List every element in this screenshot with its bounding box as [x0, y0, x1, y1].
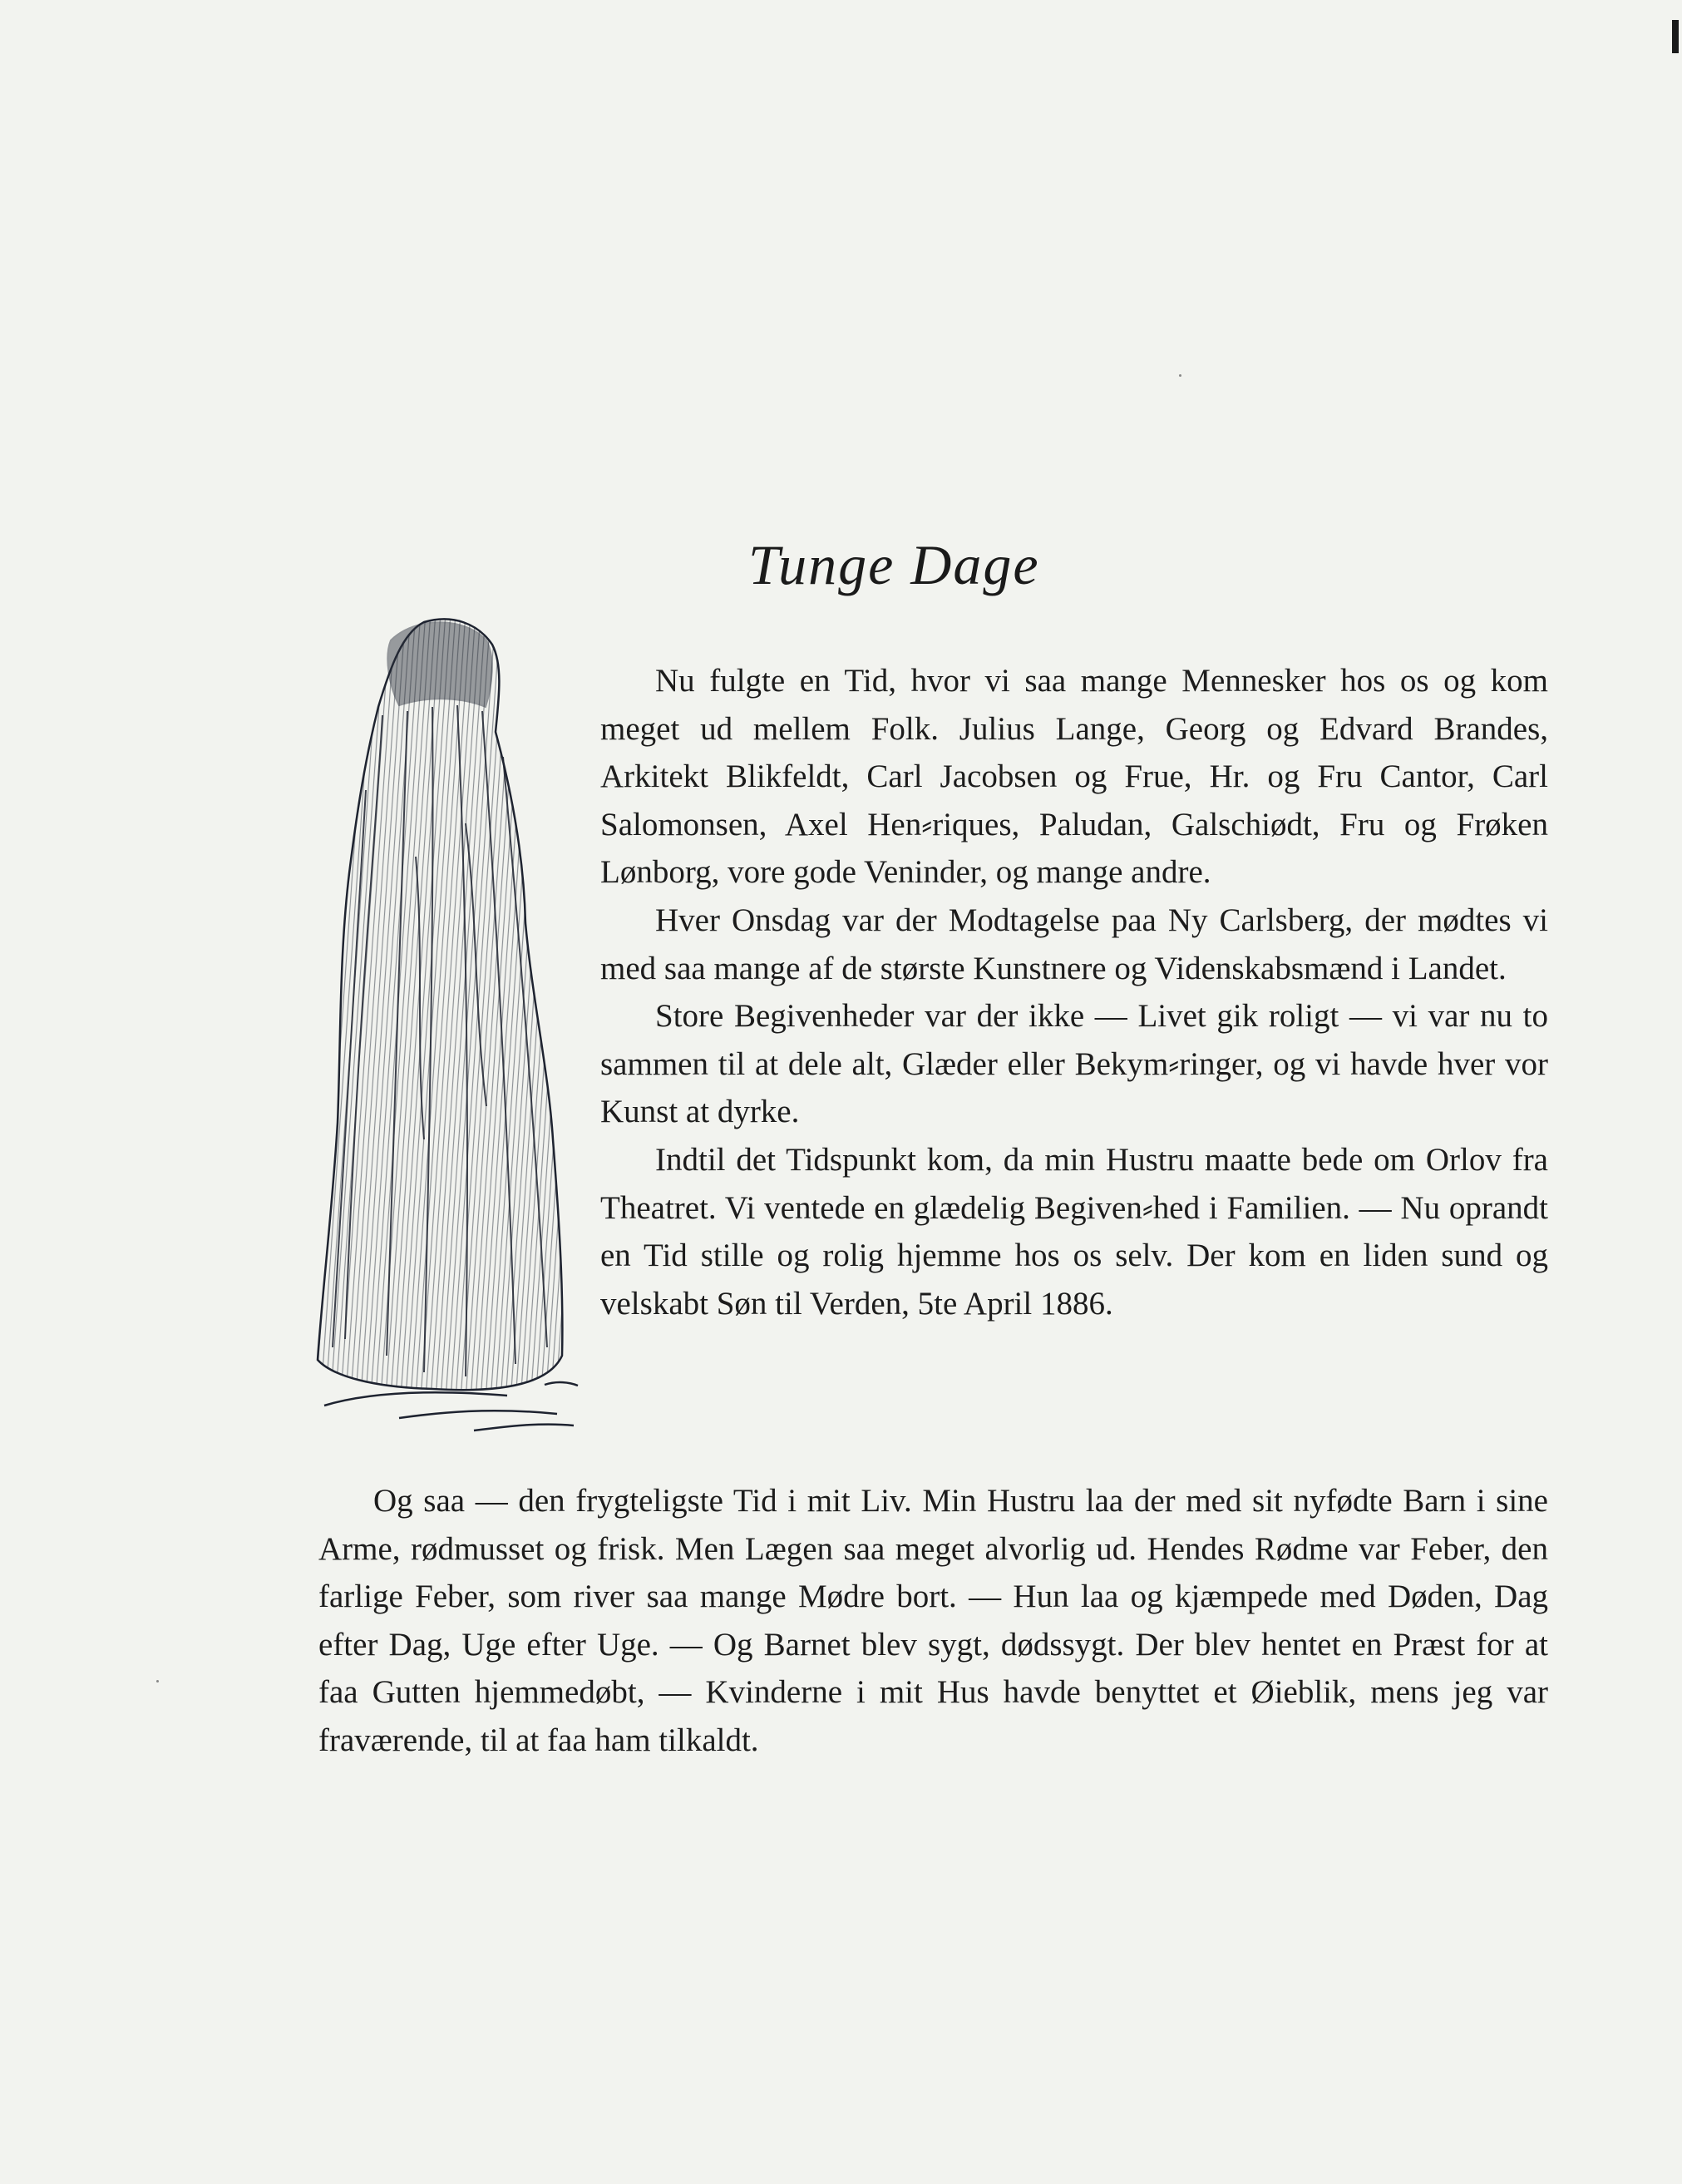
- chapter-title: Tunge Dage: [748, 533, 1040, 596]
- text-column-full-width: [318, 1477, 1548, 1765]
- paragraph: Nu fulgte en Tid, hvor vi saa mange Mennesker hos os og kom meget ud mellem Folk. Julius Lange, Georg og Edvard Brandes, Arkitekt Blikfeldt, Carl Jacobsen og Frue, Hr. og Fru Cantor, Carl Salomonsen, Axel Hen⸗riques, Paludan, Galschiødt, Fru og Frøken Lønborg, vore gode Veninder, og mange andre.: [600, 663, 1548, 891]
- paper-speck: [1179, 374, 1181, 377]
- veiled-figure-sketch-icon: [299, 607, 582, 1439]
- paragraph: Indtil det Tidspunkt kom, da min Hustru maatte bede om Orlov fra Theatret. Vi ventede en glædelig Begiven⸗hed i Familien. — Nu oprandt en Tid stille og rolig hjemme hos os selv. Der kom en liden sund og velskabt Søn til Verden, 5te April 1886.: [600, 1141, 1548, 1322]
- paragraph: Hver Onsdag var der Modtagelse paa Ny Carlsberg, der mødtes vi med saa mange af de største Kunstnere og Videnskabsmænd i Landet.: [600, 902, 1548, 986]
- paper-speck: [156, 1680, 159, 1682]
- text-column-beside-figure: [600, 657, 1548, 1327]
- paragraph: Store Begivenheder var der ikke — Livet gik roligt — vi var nu to sammen til at dele alt, Glæder eller Bekym⸗ringer, og vi havde hver vor Kunst at dyrke.: [600, 998, 1548, 1130]
- paragraph: Og saa — den frygteligste Tid i mit Liv. Min Hustru laa der med sit nyfødte Barn i sine Arme, rødmusset og frisk. Men Lægen saa meget alvorlig ud. Hendes Rødme var Feber, den farlige Feber, som river saa mange Mødre bort. — Hun laa og kjæmpede med Døden, Dag efter Dag, Uge efter Uge. — Og Barnet blev sygt, dødssygt. Der blev hentet en Præst for at faa Gutten hjemmedøbt, — Kvinderne i mit Hus havde benyttet et Øieblik, mens jeg var fraværende, til at faa ham tilkaldt.: [318, 1483, 1548, 1758]
- scan-edge-mark: [1672, 20, 1679, 53]
